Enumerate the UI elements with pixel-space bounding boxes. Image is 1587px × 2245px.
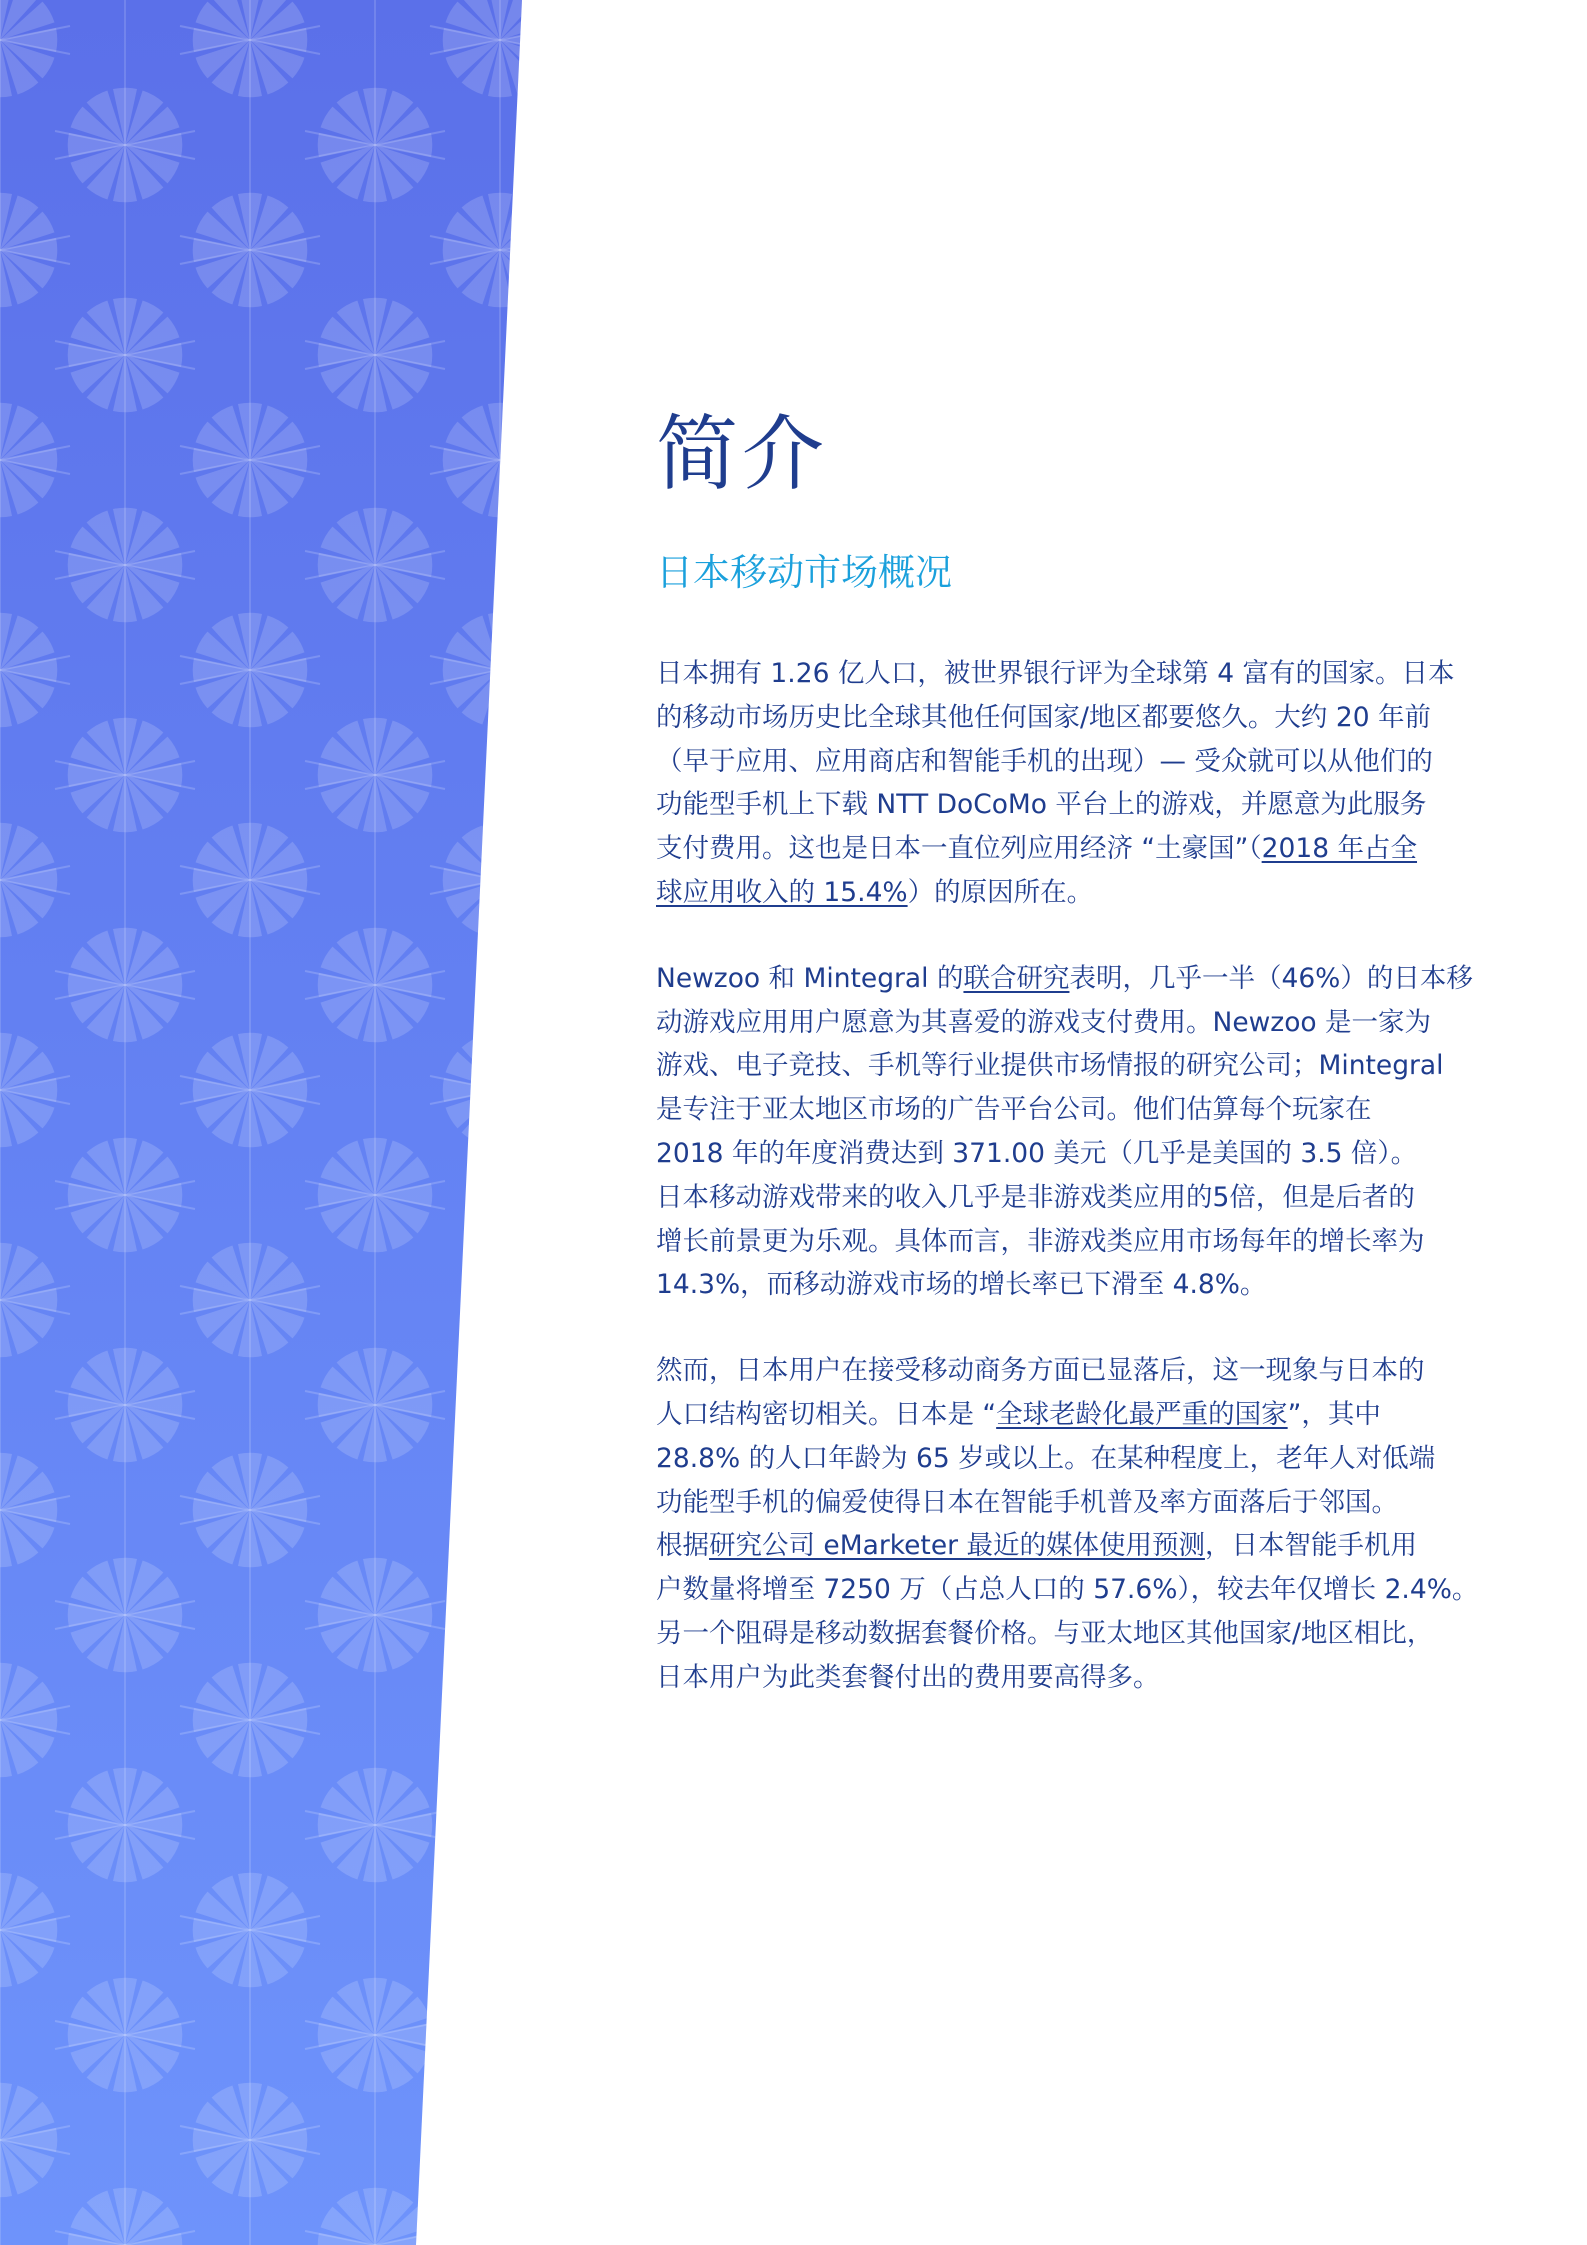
app-revenue-link[interactable]: 2018 年占全: [1261, 833, 1418, 865]
text-segment: ）的原因所在。: [907, 876, 1094, 908]
paragraph-population: [656, 652, 1476, 915]
text-line: 的移动市场历史比全球其他任何国家/地区都要悠久。大约 20 年前: [656, 701, 1431, 733]
text-segment: 支付费用。这也是日本一直位列应用经济 “土豪国”（: [656, 833, 1262, 865]
text-line: 日本移动游戏带来的收入几乎是非游戏类应用的5倍，但是后者的: [656, 1181, 1415, 1213]
text-line: 动游戏应用用户愿意为其喜爱的游戏支付费用。Newzoo 是一家为: [656, 1006, 1432, 1038]
text-line: 14.3%，而移动游戏市场的增长率已下滑至 4.8%。: [656, 1269, 1267, 1301]
text-line: （早于应用、应用商店和智能手机的出现）— 受众就可以从他们的: [656, 745, 1433, 777]
text-line: [656, 827, 1476, 871]
text-line: 日本用户为此类套餐付出的费用要高得多。: [656, 1661, 1160, 1693]
main-content: [656, 405, 1479, 1700]
text-segment: 人口结构密切相关。日本是 “: [656, 1398, 997, 1430]
text-line: 游戏、电子竞技、手机等行业提供市场情报的研究公司；Mintegral: [656, 1050, 1444, 1082]
text-line: 另一个阻碍是移动数据套餐价格。与亚太地区其他国家/地区相比，: [656, 1617, 1434, 1649]
text-line: 功能型手机上下载 NTT DoCoMo 平台上的游戏，并愿意为此服务: [656, 789, 1427, 821]
text-segment: ，日本智能手机用: [1204, 1530, 1417, 1562]
paragraph-aging: [656, 1349, 1479, 1699]
text-line: [656, 1393, 1476, 1437]
text-line: 28.8% 的人口年龄为 65 岁或以上。在某种程度上，老年人对低端: [656, 1442, 1436, 1474]
app-revenue-link-cont[interactable]: 球应用收入的 15.4%: [656, 876, 908, 908]
aging-country-link[interactable]: 全球老龄化最严重的国家: [996, 1398, 1288, 1430]
text-line: [656, 957, 1476, 1001]
text-line: 功能型手机的偏爱使得日本在智能手机普及率方面落后于邻国。: [656, 1486, 1398, 1518]
page-title: 简介: [656, 407, 829, 502]
text-line: [656, 871, 1476, 915]
text-line: 然而，日本用户在接受移动商务方面已显落后，这一现象与日本的: [656, 1355, 1425, 1387]
text-line: 户数量将增至 7250 万（占总人口的 57.6%），较去年仅增长 2.4%。: [656, 1574, 1479, 1606]
paragraph-research: [656, 957, 1476, 1307]
text-segment: Newzoo 和 Mintegral 的: [656, 962, 964, 994]
text-segment: ”，其中: [1287, 1398, 1381, 1430]
emarketer-forecast-link[interactable]: 研究公司 eMarketer 最近的媒体使用预测: [709, 1530, 1205, 1562]
text-line: 2018 年的年度消费达到 371.00 美元（几乎是美国的 3.5 倍）。: [656, 1137, 1418, 1169]
text-line: [656, 1524, 1476, 1568]
joint-research-link[interactable]: 联合研究: [963, 962, 1070, 994]
text-segment: 表明，几乎一半（46%）的日本移: [1069, 962, 1473, 994]
text-line: 日本拥有 1.26 亿人口，被世界银行评为全球第 4 富有的国家。日本: [656, 658, 1455, 689]
text-segment: 根据: [656, 1530, 709, 1562]
text-line: 是专注于亚太地区市场的广告平台公司。他们估算每个玩家在: [656, 1094, 1372, 1126]
section-subtitle: 日本移动市场概况: [656, 551, 952, 594]
text-line: 增长前景更为乐观。具体而言，非游戏类应用市场每年的增长率为: [656, 1225, 1425, 1257]
